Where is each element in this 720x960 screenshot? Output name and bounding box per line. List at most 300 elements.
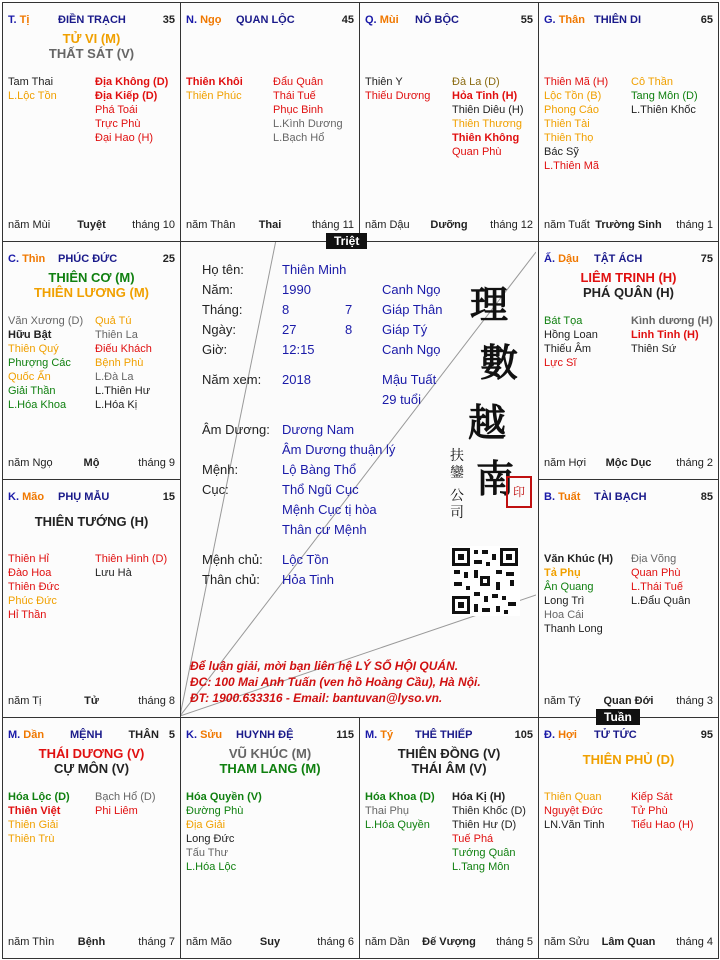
palace-ty [359,717,539,959]
palace-year: năm Ngọ [8,457,53,469]
contact-line-3: ĐT: 1900.633316 - Email: bantuvan@lyso.vn. [190,691,443,705]
value-age: 29 tuổi [382,392,422,407]
red-seal-stamp: 印 [506,476,532,508]
minor-star: Thiên Giải [8,819,59,831]
palace-year: năm Mão [186,936,232,948]
palace-age-number: 95 [700,729,713,741]
palace-hoi [538,717,719,959]
palace-month: tháng 2 [676,457,713,469]
minor-star: L.Thái Tuế [631,581,683,593]
palace-footer [8,457,175,471]
palace-truong-sinh: Dưỡng [430,219,468,231]
palace-than [538,2,719,242]
value-day-solar: 27 [282,322,297,337]
palace-header [186,14,354,28]
minor-star: Hóa Khoa (D) [365,791,435,803]
value-name: Thiên Minh [282,262,347,277]
palace-footer [365,219,533,233]
value-cuc: Thổ Ngũ Cục [282,482,359,497]
minor-star: Tấu Thư [186,847,229,859]
main-star: PHÁ QUÂN (H) [583,285,674,300]
palace-truong-sinh: Thai [258,219,282,231]
palace-age-number: 25 [162,253,175,265]
main-star: THÁI DƯƠNG (V) [38,746,145,761]
palace-month: tháng 7 [138,936,175,948]
palace-branch: C. Thìn [8,253,46,265]
minor-stars-left [186,75,243,103]
palace-truong-sinh: Suy [259,936,281,948]
value-year-canchi: Canh Ngọ [382,282,441,297]
minor-star: Quả Tú [95,315,132,327]
minor-star: Hỉ Thần [8,609,47,621]
minor-star: L.Hóa Lộc [186,861,237,873]
palace-name: PHÚC ĐỨC [58,253,118,265]
palace-branch: N. Ngọ [186,14,222,26]
palace-footer [544,457,713,471]
minor-star: L.Kình Dương [273,118,343,130]
palace-footer [8,936,175,950]
contact-line-2: ĐC: 100 Mai Anh Tuấn (ven hồ Hoàng Cầu), Hà Nội. [190,675,481,689]
minor-star: Long Đức [186,833,235,845]
palace-year: năm Tuất [544,219,590,231]
main-star: VŨ KHÚC (M) [228,746,312,761]
minor-stars-right [631,314,713,356]
palace-tuat [538,479,719,718]
minor-star: Thiếu Dương [365,90,431,102]
minor-stars-right [631,552,690,608]
palace-age-number: 35 [162,14,175,26]
seal-char-3: 越 [468,400,507,445]
minor-star: Quốc Ấn [8,371,51,383]
minor-stars-left [8,314,83,412]
palace-name: MỆNH [70,729,103,741]
value-month-solar: 8 [282,302,290,317]
palace-name: NÔ BỘC [415,14,459,26]
value-hour: 12:15 [282,342,315,357]
palace-year: năm Tý [544,695,581,707]
main-stars [3,270,180,300]
value-view-year-canchi: Mậu Tuất [382,372,437,387]
palace-branch: M. Tý [365,729,394,741]
minor-star: Thai Phụ [365,805,410,817]
minor-star: Thiên Thọ [544,132,594,144]
minor-stars-left [544,314,598,370]
palace-header [544,253,713,267]
palace-truong-sinh: Tử [84,695,99,707]
palace-footer [365,936,533,950]
palace-branch: K. Mão [8,491,45,503]
minor-star: L.Hóa Kị [95,399,138,411]
label-name: Họ tên: [202,262,244,277]
palace-name: TẬT ÁCH [594,253,643,265]
palace-age-number: 55 [520,14,533,26]
minor-star: Phá Toái [95,104,138,116]
palace-month: tháng 3 [676,695,713,707]
minor-star: LN.Văn Tinh [544,819,605,831]
minor-star: Thiên Hỉ [8,553,49,565]
minor-star: Kình dương (H) [631,315,713,327]
minor-star: Tả Phụ [544,567,581,579]
main-star: THÁI ÂM (V) [411,761,487,776]
palace-name: PHỤ MẪU [58,491,110,503]
minor-star: Thiên La [95,329,138,341]
minor-star: Thiếu Âm [544,343,592,355]
minor-star: Thái Tuế [273,90,316,102]
label-menh-chu: Mệnh chủ: [202,552,263,567]
minor-star: Địa Kiếp (D) [95,90,158,102]
palace-month: tháng 12 [490,219,533,231]
palace-footer [544,695,713,709]
minor-star: Phong Cáo [544,104,600,116]
palace-truong-sinh: Tuyệt [77,219,106,231]
minor-stars-right [95,552,167,580]
minor-star: L.Tang Môn [452,861,510,873]
minor-star: Văn Xương (D) [8,315,84,327]
main-stars [539,270,718,300]
minor-star: Bát Tọa [544,315,583,327]
seal-sub-4: 司 [450,505,464,521]
label-year: Năm: [202,282,234,297]
label-cuc: Cục: [202,482,229,497]
value-year: 1990 [282,282,311,297]
seal-sub-2: 鑾 [450,465,464,481]
main-stars [360,746,538,776]
minor-star: Văn Khúc (H) [544,553,614,565]
palace-dau [538,241,719,480]
value-cuc-note: Mệnh Cục tị hòa [282,502,377,517]
center-info-panel [180,240,536,716]
contact-block [190,658,481,706]
palace-month: tháng 1 [676,219,713,231]
palace-name: QUAN LỘC [236,14,295,26]
triet-tag: Triệt [326,233,367,249]
minor-star: Thiên Khôi [186,76,243,88]
minor-star: Phi Liêm [95,805,138,817]
palace-age-number: 75 [700,253,713,265]
minor-star: Thiên Hư (D) [452,819,517,831]
seal-char-4: 南 [476,456,515,501]
minor-stars-left [544,75,608,173]
palace-age-number: 65 [700,14,713,26]
minor-star: L.Đẩu Quân [631,595,691,607]
value-day-lunar: 8 [345,322,353,337]
minor-star: L.Thiên Mã [544,160,600,172]
minor-stars-right [452,75,524,159]
palace-footer [186,936,354,950]
minor-star: L.Thiên Khốc [631,104,696,116]
palace-branch: Q. Mùi [365,14,399,26]
minor-star: Điếu Khách [95,343,152,355]
palace-name: TÀI BẠCH [594,491,647,503]
minor-star: Long Trì [544,595,585,607]
minor-star: Thanh Long [544,623,603,635]
seal-char-2: 數 [480,340,519,385]
value-month-lunar: 7 [345,302,353,317]
palace-thin [2,241,181,480]
minor-star: Lực Sĩ [544,357,577,369]
main-star: THẤT SÁT (V) [48,46,135,61]
palace-branch: Ấ. Dậu [544,253,579,265]
palace-year: năm Thìn [8,936,55,948]
main-stars [181,746,359,776]
palace-year: năm Sửu [544,936,590,948]
minor-star: Phúc Đức [8,595,57,607]
minor-stars-right [95,314,152,412]
palace-month: tháng 6 [317,936,354,948]
label-menh: Mệnh: [202,462,239,477]
palace-footer [186,219,354,233]
minor-stars-left [8,790,70,846]
palace-name: ĐIỀN TRẠCH [58,14,126,26]
value-than-chu: Hỏa Tinh [282,572,335,587]
minor-star: Giải Thần [8,385,56,397]
minor-star: Đường Phù [186,805,244,817]
palace-dan [2,717,181,959]
value-hour-canchi: Canh Ngọ [382,342,441,357]
main-stars [3,746,180,776]
minor-stars-right [273,75,343,145]
palace-ngo [180,2,360,242]
minor-star: Thiên Trù [8,833,55,845]
palace-month: tháng 11 [311,219,354,231]
main-star: CỰ MÔN (V) [53,761,130,776]
palace-month: tháng 5 [496,936,533,948]
palace-truong-sinh: Trường Sinh [595,219,662,231]
minor-stars-left [186,790,262,874]
minor-star: Bệnh Phù [95,357,144,369]
main-stars [3,31,180,61]
palace-branch: T. Tị [8,14,30,26]
minor-stars-right [631,790,694,832]
minor-star: Thiên Việt [8,805,61,817]
palace-age-number: 5 [168,729,175,741]
main-star: TỬ VI (M) [62,31,121,46]
seal-sub-3: 公 [450,488,464,504]
main-star: THIÊN ĐỒNG (V) [397,746,501,761]
main-star: THIÊN CƠ (M) [48,270,135,285]
minor-star: Tuế Phá [452,833,494,845]
palace-year: năm Thân [186,219,236,231]
value-am-duong-note: Âm Dương thuận lý [282,442,396,457]
minor-star: Quan Phù [452,146,502,158]
minor-star: Hồng Loan [544,329,598,341]
main-stars [3,514,180,529]
palace-age-number: 105 [514,729,533,741]
minor-star: Kiếp Sát [631,791,673,803]
minor-star: Địa Không (D) [95,76,169,88]
minor-star: L.Bạch Hổ [273,132,325,144]
palace-header [186,729,354,743]
minor-star: Ân Quang [544,581,594,593]
minor-star: Thiên Y [365,76,403,88]
minor-stars-right [452,790,526,874]
minor-star: Lưu Hà [95,567,132,579]
minor-star: Tiểu Hao (H) [631,819,694,831]
palace-age-number: 85 [700,491,713,503]
palace-month: tháng 10 [132,219,175,231]
minor-star: L.Lộc Tồn [8,90,57,102]
value-menh: Lộ Bàng Thổ [282,462,357,477]
palace-month: tháng 9 [138,457,175,469]
minor-stars-left [365,790,435,832]
palace-header [8,14,175,28]
palace-branch: K. Sửu [186,729,223,741]
value-day-canchi: Giáp Tý [382,322,428,337]
palace-name: THÊ THIẾP [415,729,473,741]
minor-star: Thiên Phúc [186,90,242,102]
minor-star: Phượng Các [8,357,71,369]
minor-star: Phục Binh [273,104,324,116]
palace-age-number: 15 [162,491,175,503]
palace-branch: M. Dần [8,729,45,741]
minor-star: Thiên Không [452,132,520,144]
minor-stars-right [631,75,698,117]
minor-star: Tam Thai [8,76,54,88]
minor-star: Địa Giải [186,819,226,831]
minor-star: Quan Phù [631,567,681,579]
minor-star: L.Hóa Quyền [365,819,430,831]
palace-footer [8,695,175,709]
minor-star: Thiên Khốc (D) [452,805,526,817]
minor-star: Trực Phù [95,118,141,130]
minor-star: L.Đà La [95,371,134,383]
minor-star: Thiên Diêu (H) [452,104,524,116]
palace-mao [2,479,181,718]
palace-year: năm Dần [365,936,410,948]
qr-code-icon [450,546,520,616]
palace-year: năm Dậu [365,219,410,231]
value-am-duong: Dương Nam [282,422,355,437]
minor-stars-left [365,75,430,103]
palace-age-number: 115 [336,729,354,741]
palace-truong-sinh: Mộ [83,457,100,469]
label-hour: Giờ: [202,342,228,357]
minor-star: Bạch Hổ (D) [95,791,156,803]
label-am-duong: Âm Dương: [202,422,270,437]
palace-branch: Đ. Hợi [544,729,577,741]
minor-star: Thiên Hình (D) [95,553,168,565]
palace-mui [359,2,539,242]
value-month-canchi: Giáp Thân [382,302,443,317]
minor-star: Thiên Thương [452,118,523,130]
palace-name: THIÊN DI [594,14,642,26]
palace-truong-sinh: Quan Đới [603,695,654,707]
palace-header [544,14,713,28]
palace-truong-sinh: Bệnh [77,936,106,948]
value-than-cu: Thân cư Mệnh [282,522,367,537]
minor-star: Hữu Bật [8,329,52,341]
main-star: THIÊN LƯƠNG (M) [33,285,150,300]
minor-stars-left [544,552,613,636]
minor-stars-left [8,75,57,103]
minor-star: Hóa Quyền (V) [186,791,262,803]
minor-star: Tử Phù [631,805,668,817]
label-day: Ngày: [202,322,236,337]
minor-star: Thiên Đức [8,581,60,593]
minor-star: Hóa Lộc (D) [8,791,70,803]
value-menh-chu: Lộc Tồn [282,552,329,567]
palace-truong-sinh: Mộc Dục [605,457,652,469]
palace-header [8,253,175,267]
minor-star: Linh Tinh (H) [631,329,699,341]
main-star: THIÊN TƯỚNG (H) [34,514,149,529]
minor-star: Hoa Cái [544,609,584,621]
minor-stars-right [95,75,168,145]
palace-truong-sinh: Lâm Quan [601,936,656,948]
minor-star: Hóa Kị (H) [452,791,506,803]
palace-footer [8,219,175,233]
minor-star: Thiên Quý [8,343,59,355]
minor-stars-left [8,552,59,622]
minor-star: Địa Võng [631,553,677,565]
palace-suu [180,717,360,959]
contact-line-1: Để luận giải, mời bạn liên hệ LÝ SỐ HỘI QUÁN. [190,659,459,673]
minor-star: Lộc Tồn (B) [544,90,602,102]
palace-name: TỬ TỨC [594,729,637,741]
palace-branch: B. Tuất [544,491,581,503]
palace-year: năm Mùi [8,219,51,231]
minor-star: Hỏa Tinh (H) [452,90,518,102]
palace-footer [544,936,713,950]
palace-ti [2,2,181,242]
minor-star: Đà La (D) [452,76,500,88]
value-view-year: 2018 [282,372,311,387]
main-star: THIÊN PHỦ (D) [582,752,675,767]
label-than-chu: Thân chủ: [202,572,260,587]
minor-star: L.Hóa Khoa [8,399,67,411]
minor-star: Cô Thần [631,76,673,88]
palace-age-number: 45 [341,14,354,26]
minor-stars-left [544,790,605,832]
main-stars [539,752,718,767]
minor-star: L.Thiên Hư [95,385,151,397]
palace-year: năm Hợi [544,457,587,469]
minor-stars-right [95,790,156,818]
palace-month: tháng 8 [138,695,175,707]
palace-header [365,14,533,28]
minor-star: Đại Hao (H) [95,132,154,144]
minor-star: Đào Hoa [8,567,52,579]
main-star: LIÊM TRINH (H) [580,270,677,285]
palace-footer [544,219,713,233]
seal-sub-1: 扶 [450,448,464,464]
minor-star: Thiên Tài [544,118,590,130]
label-month: Tháng: [202,302,243,317]
main-star: THAM LANG (M) [219,761,321,776]
label-view-year: Năm xem: [202,372,262,387]
seal-char-1: 理 [470,282,509,327]
palace-month: tháng 4 [676,936,713,948]
minor-star: Thiên Quan [544,791,602,803]
tuan-tag: Tuần [596,709,640,725]
minor-star: Bác Sỹ [544,146,579,158]
minor-star: Thiên Sứ [631,343,677,355]
minor-star: Thiên Mã (H) [544,76,609,88]
palace-year: năm Tị [8,695,42,707]
palace-header [544,491,713,505]
palace-name: HUYNH ĐỆ [236,729,294,741]
than-marker: THÂN [128,729,159,741]
palace-header [544,729,713,743]
palace-truong-sinh: Đế Vượng [422,936,476,948]
palace-header [8,729,175,743]
minor-star: Tang Môn (D) [631,90,698,102]
minor-star: Tướng Quân [452,847,516,859]
palace-header [365,729,533,743]
minor-star: Nguyệt Đức [544,805,603,817]
minor-star: Đẩu Quân [273,76,324,88]
palace-branch: G. Thân [544,14,585,26]
